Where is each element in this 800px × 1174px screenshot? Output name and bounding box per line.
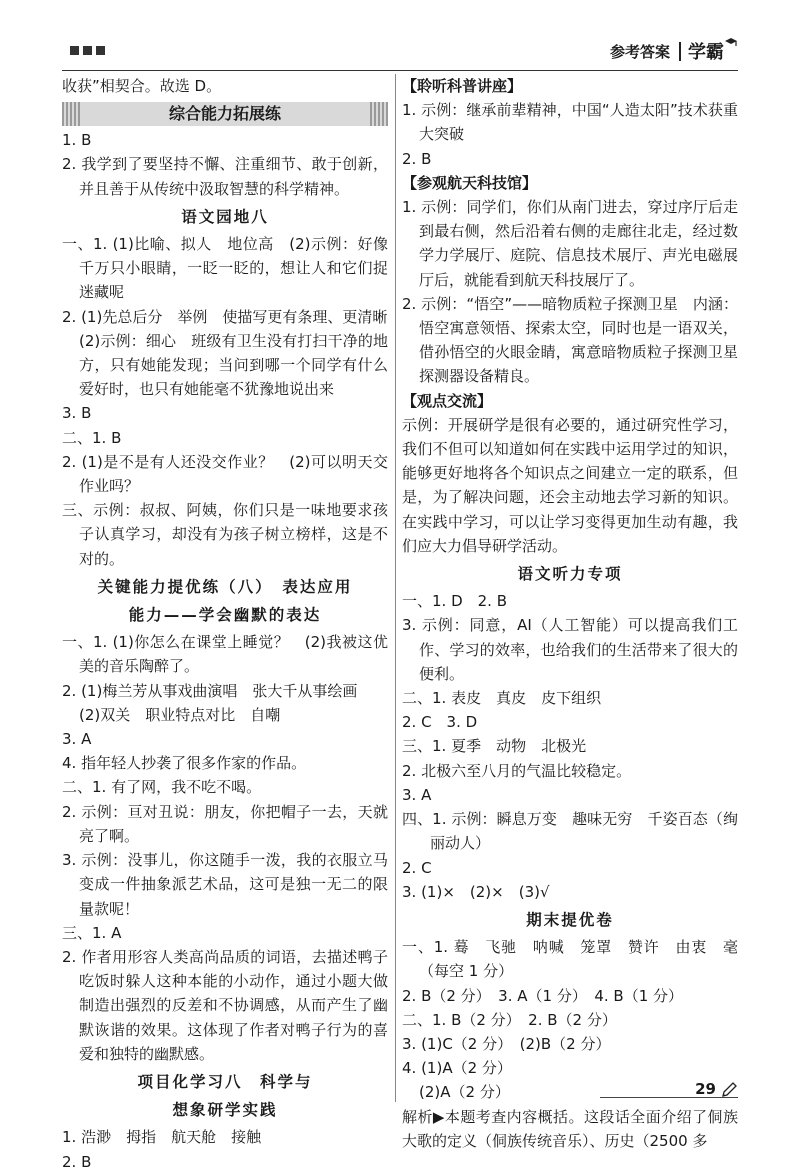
answer-line: (2)A（2 分） bbox=[419, 1083, 510, 1102]
answer-line: 一、1. D 2. B bbox=[402, 592, 508, 611]
answer-line: 解析▶本题考查内容概括。这段话全面介绍了侗族大歌的定义（侗族传统音乐）、历史（2500 多 bbox=[402, 1107, 738, 1150]
right-column bbox=[402, 74, 738, 1153]
answer-line: 2. 作者用形容人类高尚品质的词语，去描述鸭子吃饭时躲人这种本能的小动作，通过小题大做制造出强烈的反差和不协调感，从而产生了幽默诙谐的效果。这体现了作者对鸭子行为的喜爱和独特的幽默感。 bbox=[62, 947, 388, 1063]
section-heading: 关键能力提优练（八） 表达应用 bbox=[97, 577, 353, 596]
answer-line: 2. 示例：亘对丑说：朋友，你把帽子一去，天就亮了啊。 bbox=[62, 802, 388, 845]
section-heading: 想象研学实践 bbox=[172, 1101, 278, 1120]
header-separator bbox=[679, 42, 681, 61]
answer-line: 收获”相契合。故选 D。 bbox=[62, 77, 222, 95]
left-column bbox=[62, 74, 388, 1174]
answer-line: 2. B bbox=[402, 149, 432, 168]
answer-line: 3. A bbox=[62, 730, 92, 749]
answer-line: 四、1. 示例：瞬息万变 趣味无穷 千姿百态（绚丽动人） bbox=[402, 810, 738, 853]
answer-line: 三、示例：叔叔、阿姨，你们只是一味地要求孩子认真学习，却没有为孩子树立榜样，这是不对的。 bbox=[62, 501, 388, 568]
section-heading: 期末提优卷 bbox=[526, 910, 614, 929]
answer-line: (2)示例：细心 班级有卫生没有打扫干净的地方，只有她能发现；当问到哪一个同学有什么爱好时，也只有她能毫不犹豫地说出来 bbox=[79, 331, 388, 399]
subsection-heading: 【观点交流】 bbox=[402, 391, 493, 410]
answer-line: 2. B（2 分） 3. A（1 分） 4. B（1 分） bbox=[402, 986, 684, 1005]
answer-line: 2. C 3. D bbox=[402, 713, 478, 732]
answer-line: 一、1. 蓦 飞驰 呐喊 笼罩 赞许 由衷 毫（每空 1 分） bbox=[402, 938, 738, 981]
graduation-cap-icon bbox=[724, 36, 738, 50]
answer-line: 2. C bbox=[402, 858, 432, 877]
header-reference-label: 参考答案 bbox=[609, 43, 670, 61]
answer-line: 1. 示例：同学们，你们从南门进去，穿过序厅后走到最右侧，然后沿着右侧的走廊往北走，经过数学力学展厅、庭院、信息技术展厅、声光电磁展厅后，就能看到航天科技展厅了。 bbox=[402, 198, 738, 289]
section-heading: 综合能力拓展练 bbox=[62, 102, 388, 126]
answer-line: 三、1. 夏季 动物 北极光 bbox=[402, 737, 587, 756]
answer-line: 2. (1)先总后分 举例 使描写更有条理、更清晰 bbox=[62, 307, 388, 326]
answer-line: 1. 示例：继承前辈精神，中国“人造太阳”技术获重大突破 bbox=[402, 101, 738, 144]
answer-line: 2. 北极六至八月的气温比较稳定。 bbox=[402, 761, 632, 780]
answer-line: 1. 浩渺 拇指 航天舱 接触 bbox=[62, 1128, 262, 1147]
answer-line: 2. 示例：“悟空”——暗物质粒子探测卫星 内涵：悟空寓意领悟、探索太空，同时也是一语双关，借孙悟空的火眼金睛，寓意暗物质粒子探测卫星探测器设备精良。 bbox=[402, 294, 738, 386]
answer-line: 三、1. A bbox=[62, 923, 122, 942]
answer-line: 2. (1)梅兰芳从事戏曲演唱 张大千从事绘画 bbox=[62, 681, 358, 700]
answer-line: 4. 指年轻人抄袭了很多作家的作品。 bbox=[62, 754, 307, 773]
page-header bbox=[62, 36, 738, 71]
header-brand: 学霸 bbox=[688, 42, 724, 63]
section-heading: 语文园地八 bbox=[181, 207, 269, 226]
answer-line: 3. (1)C（2 分） (2)B（2 分） bbox=[402, 1034, 611, 1053]
answer-line: 一、1. (1)你怎么在课堂上睡觉？ (2)我被这优美的音乐陶醉了。 bbox=[62, 633, 388, 676]
answer-line: 3. A bbox=[402, 785, 432, 804]
answer-line: (2)双关 职业特点对比 自嘲 bbox=[79, 705, 281, 724]
answer-line: 二、1. B bbox=[62, 428, 122, 447]
footer-rule bbox=[600, 1097, 738, 1098]
answer-line: 2. (1)是不是有人还没交作业？ (2)可以明天交作业吗？ bbox=[62, 452, 388, 496]
section-heading: 项目化学习八 科学与 bbox=[137, 1072, 313, 1091]
answer-line: 二、1. 有了网，我不吃不喝。 bbox=[62, 778, 262, 797]
subsection-heading: 【聆听科普讲座】 bbox=[402, 77, 523, 95]
subsection-heading: 【参观航天科技馆】 bbox=[402, 173, 538, 192]
answer-line: 3. (1)× (2)× (3)√ bbox=[402, 882, 550, 901]
section-heading: 语文听力专项 bbox=[517, 565, 623, 584]
answer-line: 3. B bbox=[62, 404, 92, 423]
answer-line: 3. 示例：没事儿，你这随手一泼，我的衣服立马变成一件抽象派艺术品，这可是独一无二的限量款呢！ bbox=[62, 851, 388, 918]
answer-line: 二、1. B（2 分） 2. B（2 分） bbox=[402, 1010, 617, 1029]
section-heading: 能力——学会幽默的表达 bbox=[128, 606, 322, 625]
header-decoration bbox=[70, 46, 105, 55]
answer-line: 示例：开展研学是很有必要的，通过研究性学习，我们不但可以知道如何在实践中运用学过的知识，能够更好地将各个知识点之间建立一定的联系，但是，为了解决问题，还会主动地去学习新的知识。在实践中学习，可以让学习变得更加生动有趣，我们应大力倡导研学活动。 bbox=[402, 415, 738, 555]
answer-line: 一、1. (1)比喻、拟人 地位高 (2)示例：好像千万只小眼睛，一眨一眨的，想让人和它们捉迷藏呢 bbox=[62, 235, 388, 302]
answer-line: 3. 示例：同意，AI（人工智能）可以提高我们工作、学习的效率，也给我们的生活带来了很大的便利。 bbox=[402, 616, 738, 683]
column-divider bbox=[395, 74, 396, 1102]
answer-line: 二、1. 表皮 真皮 皮下组织 bbox=[402, 689, 602, 708]
answer-line: 4. (1)A（2 分） bbox=[402, 1059, 512, 1078]
answer-line: 1. B bbox=[62, 131, 92, 150]
page-number: 29 bbox=[695, 1080, 716, 1098]
answer-line: 2. 我学到了要坚持不懈、注重细节、敢于创新，并且善于从传统中汲取智慧的科学精神。 bbox=[62, 155, 388, 198]
pencil-icon bbox=[720, 1081, 738, 1099]
answer-line: 2. B bbox=[62, 1152, 92, 1171]
